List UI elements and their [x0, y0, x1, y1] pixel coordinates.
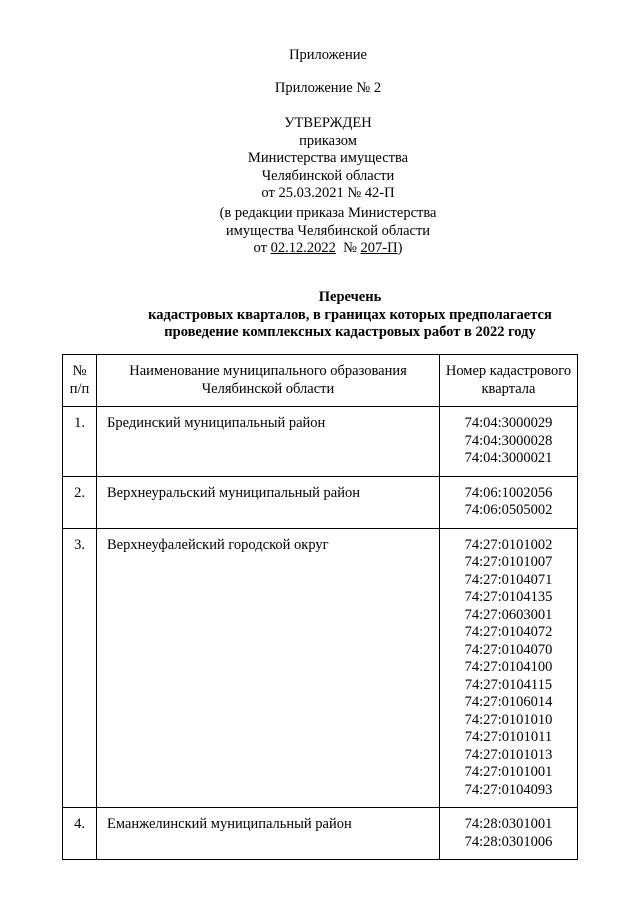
table-row	[63, 528, 578, 808]
header-municipality	[97, 355, 440, 407]
header-number-line-1: №	[72, 363, 87, 379]
header-number-line-2: п/п	[69, 380, 90, 397]
header-quarter-line-2: квартала	[481, 380, 536, 397]
cadastral-quarter: 74:28:0301006	[464, 833, 553, 850]
cadastral-quarter: 74:27:0101001	[464, 764, 553, 780]
approved-label: УТВЕРЖДЕН	[284, 115, 372, 131]
cadastral-quarter: 74:27:0104070	[464, 641, 553, 658]
quarter-list	[440, 808, 578, 860]
row-number: 4.	[63, 808, 97, 860]
header-quarter-line-1: Номер кадастрового	[445, 363, 572, 379]
region-label: Челябинской области	[261, 167, 395, 184]
table-header-row	[63, 355, 578, 407]
header-quarter	[440, 355, 578, 407]
edition-line-3	[16, 240, 640, 258]
edition-suffix: )	[397, 240, 403, 256]
header-municipality-line-1: Наименование муниципального образования	[129, 363, 407, 379]
quarter-list	[440, 407, 578, 477]
table-row	[63, 808, 578, 860]
approval-block	[16, 115, 640, 203]
order-date: от 25.03.2021 № 42-П	[261, 185, 395, 201]
cadastral-quarter: 74:27:0106014	[464, 694, 553, 710]
appendix-heading	[16, 47, 640, 65]
cadastral-quarter: 74:27:0104093	[464, 781, 553, 798]
edition-date: 02.12.2022	[270, 240, 336, 256]
document-title	[0, 289, 640, 342]
edition-line-1: (в редакции приказа Министерства	[219, 205, 437, 221]
edition-block	[16, 205, 640, 258]
table-body	[63, 407, 578, 860]
cadastral-quarter: 74:06:1002056	[464, 484, 553, 501]
appendix-label: Приложение	[289, 47, 367, 63]
row-number: 2.	[63, 476, 97, 528]
header-municipality-line-2: Челябинской области	[201, 380, 335, 397]
cadastral-quarters-table	[62, 354, 578, 860]
cadastral-quarter: 74:06:0505002	[464, 502, 553, 518]
row-number: 1.	[63, 407, 97, 477]
cadastral-quarter: 74:27:0104072	[464, 624, 553, 640]
municipality-name: Еманжелинский муниципальный район	[97, 808, 440, 860]
edition-line-2: имущества Челябинской области	[225, 222, 431, 239]
table-row	[63, 407, 578, 477]
cadastral-quarter: 74:27:0101011	[464, 729, 553, 745]
cadastral-quarter: 74:04:3000028	[464, 432, 553, 449]
title-line-2: кадастровых кварталов, в границах которых предполагается	[148, 306, 552, 323]
cadastral-quarter: 74:04:3000029	[464, 415, 553, 431]
cadastral-quarter: 74:27:0101013	[464, 746, 553, 763]
cadastral-quarter: 74:27:0101002	[464, 536, 553, 553]
cadastral-quarter: 74:28:0301001	[464, 816, 553, 832]
cadastral-quarter: 74:27:0104071	[464, 571, 553, 588]
order-label: приказом	[299, 132, 357, 149]
table-row	[63, 476, 578, 528]
cadastral-quarter: 74:27:0603001	[464, 606, 553, 623]
cadastral-quarter: 74:27:0104135	[464, 589, 553, 605]
edition-prefix: от	[253, 240, 271, 256]
ministry-label: Министерства имущества	[247, 150, 409, 166]
edition-mid: №	[335, 240, 361, 256]
cadastral-quarter: 74:27:0104100	[464, 659, 553, 675]
header-number	[63, 355, 97, 407]
appendix-number-heading	[16, 80, 640, 98]
cadastral-quarter: 74:27:0101010	[464, 711, 553, 728]
row-number: 3.	[63, 528, 97, 808]
cadastral-quarter: 74:04:3000021	[464, 450, 553, 466]
quarter-list	[440, 528, 578, 808]
municipality-name: Брединский муниципальный район	[97, 407, 440, 477]
municipality-name: Верхнеуральский муниципальный район	[97, 476, 440, 528]
title-line-1: Перечень	[318, 289, 382, 305]
title-line-3: проведение комплексных кадастровых работ в 2022 году	[164, 324, 536, 340]
edition-number: 207-П	[360, 240, 398, 256]
appendix-number: Приложение № 2	[274, 80, 382, 96]
cadastral-quarter: 74:27:0104115	[464, 676, 553, 693]
cadastral-quarter: 74:27:0101007	[464, 554, 553, 570]
municipality-name: Верхнеуфалейский городской округ	[97, 528, 440, 808]
quarter-list	[440, 476, 578, 528]
